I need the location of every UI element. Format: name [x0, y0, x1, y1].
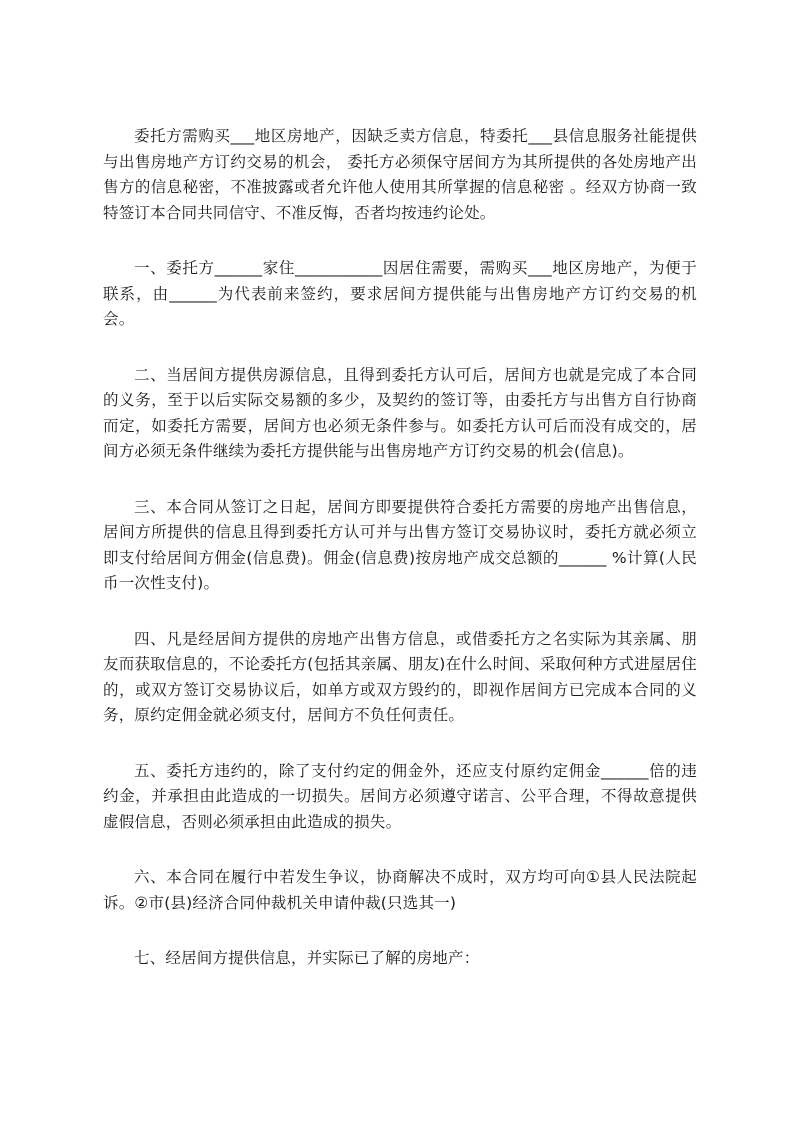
paragraph-clause-5: 五、委托方违约的，除了支付约定的佣金外，还应支付原约定佣金______倍的违约金，并承担由此造成的一切损失。居间方必须遵守诺言、公平合理，不得故意提供虚假信息，否则必须承担由此造成的损失。 — [103, 761, 697, 831]
paragraph-clause-2: 二、当居间方提供房源信息，且得到委托方认可后，居间方也就是完成了本合同的义务，至于以后实际交易额的多少，及契约的签订等，由委托方与出售方自行协商而定，如委托方需要，居间方也必须无条件参与。如委托方认可后而没有成交的，居间方必须无条件继续为委托方提供能与出售房地产方订约交易的机会(信息)。 — [103, 365, 697, 460]
paragraph-clause-3: 三、本合同从签订之日起，居间方即要提供符合委托方需要的房地产出售信息，居间方所提供的信息且得到委托方认可并与出售方签订交易协议时，委托方就必须立即支付给居间方佣金(信息费)。佣金(信息费)按房地产成交总额的______ %计算(人民币一次性支付)。 — [103, 497, 697, 592]
paragraph-clause-1: 一、委托方______家住___________因居住需要，需购买___地区房地产，为便于联系，由______为代表前来签约，要求居间方提供能与出售房地产方订约交易的机会。 — [103, 259, 697, 328]
paragraph-clause-4: 四、凡是经居间方提供的房地产出售方信息，或借委托方之名实际为其亲属、朋友而获取信息的，不论委托方(包括其亲属、朋友)在什么时间、采取何种方式进屋居住的，或双方签订交易协议后，如单方或双方毁约的，即视作居间方已完成本合同的义务，原约定佣金就必须支付，居间方不负任何责任。 — [103, 629, 697, 724]
paragraph-clause-7: 七、经居间方提供信息，并实际已了解的房地产： — [134, 949, 480, 967]
paragraph-clause-6: 六、本合同在履行中若发生争议，协商解决不成时，双方均可向①县人民法院起诉。②市(县)经济合同仲裁机关申请仲裁(只选其一) — [103, 868, 697, 912]
paragraph-preamble: 委托方需购买___地区房地产，因缺乏卖方信息，特委托___县信息服务社能提供与出售房地产方订约交易的机会， 委托方必须保守居间方为其所提供的各处房地产出售方的信息秘密，不准披露或者允许他人使用其所掌握的信息秘密 。经双方协商一致特签订本合同共同信守、不准反悔，否者均按违约论处。 — [103, 127, 697, 222]
document-page — [103, 124, 697, 972]
